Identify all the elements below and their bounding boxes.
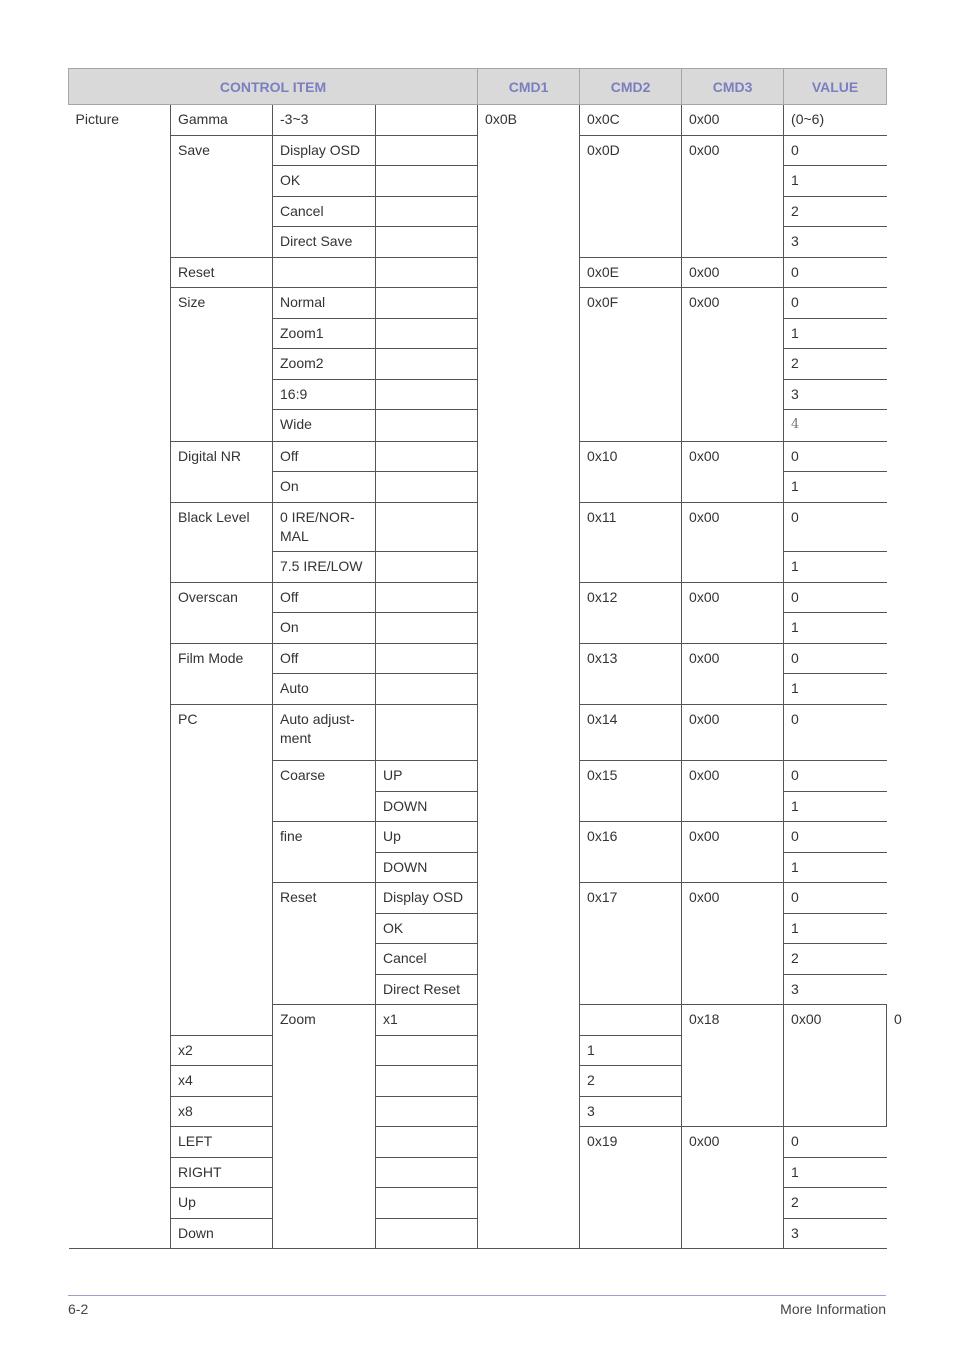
table-cell bbox=[376, 380, 478, 410]
table-cell: 0x00 bbox=[682, 583, 784, 644]
table-cell: 0x0E bbox=[580, 258, 682, 288]
table-cell: 0x13 bbox=[580, 644, 682, 705]
table-cell bbox=[376, 644, 478, 674]
table-cell: On bbox=[273, 613, 376, 644]
footer-page-number: 6-2 bbox=[68, 1301, 89, 1317]
table-cell bbox=[376, 1036, 478, 1066]
cell-picture: Picture bbox=[69, 105, 171, 1249]
table-cell: 3 bbox=[784, 975, 887, 1005]
table-cell bbox=[580, 1005, 682, 1036]
table-cell: x2 bbox=[171, 1036, 273, 1066]
table-cell: 0x00 bbox=[682, 883, 784, 1005]
table-cell: 3 bbox=[784, 380, 887, 410]
table-cell: Normal bbox=[273, 288, 376, 319]
table-cell: Save bbox=[171, 136, 273, 258]
table-row bbox=[69, 583, 887, 613]
table-cell: x4 bbox=[171, 1066, 273, 1097]
table-cell: LEFT bbox=[171, 1127, 273, 1158]
table-cell: RIGHT bbox=[171, 1158, 273, 1188]
table-cell: Black Level bbox=[171, 503, 273, 583]
table-cell: fine bbox=[273, 822, 376, 883]
table-cell: 0 bbox=[784, 761, 887, 792]
table-cell: 7.5 IRE/LOW bbox=[273, 552, 376, 583]
table-cell: 0x19 bbox=[580, 1127, 682, 1249]
table-cell: 0x00 bbox=[682, 761, 784, 822]
table-cell: 0 bbox=[784, 288, 887, 319]
table-cell: 0 bbox=[784, 705, 887, 761]
footer-divider bbox=[68, 1295, 886, 1296]
table-cell: 0x16 bbox=[580, 822, 682, 883]
table-cell: 0x00 bbox=[682, 705, 784, 761]
table-cell: 0 bbox=[784, 583, 887, 613]
table-cell: 1 bbox=[784, 1158, 887, 1188]
table-cell: 1 bbox=[784, 853, 887, 883]
table-row bbox=[69, 503, 887, 552]
control-command-table bbox=[68, 68, 902, 1249]
table-cell: 0 bbox=[784, 1127, 887, 1158]
table-cell: 0x00 bbox=[682, 258, 784, 288]
table-cell bbox=[376, 197, 478, 227]
table-cell bbox=[376, 613, 478, 644]
table-cell: Off bbox=[273, 583, 376, 613]
table-cell: OK bbox=[273, 166, 376, 197]
table-cell: x1 bbox=[376, 1005, 478, 1036]
table-cell: 1 bbox=[784, 552, 887, 583]
table-row bbox=[69, 288, 887, 319]
table-cell: OK bbox=[376, 914, 478, 944]
table-cell bbox=[376, 166, 478, 197]
table-cell: Zoom bbox=[273, 1005, 376, 1249]
table-cell bbox=[376, 1219, 478, 1249]
table-cell: Zoom2 bbox=[273, 349, 376, 380]
table-cell: Gamma bbox=[171, 105, 273, 136]
table-row bbox=[69, 644, 887, 674]
table-cell: 0x00 bbox=[682, 136, 784, 258]
table-cell: 1 bbox=[784, 319, 887, 349]
table-cell: Direct Save bbox=[273, 227, 376, 258]
table-cell bbox=[376, 105, 478, 136]
table-cell bbox=[376, 136, 478, 166]
header-cmd1: CMD1 bbox=[478, 69, 580, 105]
table-cell: Overscan bbox=[171, 583, 273, 644]
table-cell: 1 bbox=[580, 1036, 682, 1066]
table-cell bbox=[376, 258, 478, 288]
table-cell: Off bbox=[273, 442, 376, 472]
table-cell: 1 bbox=[784, 792, 887, 822]
table-cell: 2 bbox=[784, 944, 887, 975]
table-cell: (0~6) bbox=[784, 105, 887, 136]
table-cell: Down bbox=[171, 1219, 273, 1249]
table-row bbox=[69, 105, 887, 136]
table-row bbox=[69, 705, 887, 761]
table-cell: Direct Reset bbox=[376, 975, 478, 1005]
table-cell: 0x00 bbox=[682, 442, 784, 503]
table-cell: 0 bbox=[784, 822, 887, 853]
table-cell: Reset bbox=[171, 258, 273, 288]
table-cell: 0 bbox=[784, 503, 887, 552]
table-cell: 0x15 bbox=[580, 761, 682, 822]
header-row bbox=[69, 69, 887, 105]
table-cell: 0x10 bbox=[580, 442, 682, 503]
footer-section-title: More Information bbox=[780, 1301, 886, 1317]
table-cell: 0 bbox=[784, 883, 887, 914]
table-row bbox=[69, 442, 887, 472]
table-row bbox=[69, 136, 887, 166]
table-cell: 0x00 bbox=[682, 105, 784, 136]
table-cell: 0x00 bbox=[682, 644, 784, 705]
table-cell: 0x0F bbox=[580, 288, 682, 442]
table-cell: 3 bbox=[784, 1219, 887, 1249]
table-cell: PC bbox=[171, 705, 273, 1036]
table-cell: 1 bbox=[784, 674, 887, 705]
table-cell bbox=[376, 705, 478, 761]
table-cell: Coarse bbox=[273, 761, 376, 822]
table-cell bbox=[376, 583, 478, 613]
table-cell bbox=[376, 410, 478, 442]
table-cell: Size bbox=[171, 288, 273, 442]
table-cell: 2 bbox=[784, 1188, 887, 1219]
table-cell bbox=[376, 472, 478, 503]
table-cell: Up bbox=[376, 822, 478, 853]
header-value: VALUE bbox=[784, 69, 887, 105]
table-cell: 0x11 bbox=[580, 503, 682, 583]
table-cell: Wide bbox=[273, 410, 376, 442]
table-cell bbox=[376, 319, 478, 349]
header-control-item: CONTROL ITEM bbox=[69, 69, 478, 105]
table-cell: DOWN bbox=[376, 853, 478, 883]
table-cell: Zoom1 bbox=[273, 319, 376, 349]
table-cell: 0 IRE/NOR- MAL bbox=[273, 503, 376, 552]
table-cell: 0x00 bbox=[682, 1127, 784, 1249]
table-cell: 0 bbox=[784, 442, 887, 472]
table-cell bbox=[376, 288, 478, 319]
table-cell bbox=[376, 349, 478, 380]
table-cell: Display OSD bbox=[376, 883, 478, 914]
table-cell: -3~3 bbox=[273, 105, 376, 136]
table-cell: 0x17 bbox=[580, 883, 682, 1005]
table-cell: 1 bbox=[784, 166, 887, 197]
table-cell: DOWN bbox=[376, 792, 478, 822]
table-cell bbox=[376, 1097, 478, 1127]
table-cell: 2 bbox=[784, 349, 887, 380]
table-row bbox=[69, 1127, 887, 1158]
table-cell bbox=[376, 503, 478, 552]
table-cell: Auto bbox=[273, 674, 376, 705]
table-cell: 0x12 bbox=[580, 583, 682, 644]
table-cell: Cancel bbox=[376, 944, 478, 975]
table-cell: 0x00 bbox=[784, 1005, 887, 1127]
table-cell: 4 bbox=[784, 410, 887, 442]
table-cell: Auto adjust- ment bbox=[273, 705, 376, 761]
table-cell: Digital NR bbox=[171, 442, 273, 503]
table-cell bbox=[376, 1158, 478, 1188]
header-cmd2: CMD2 bbox=[580, 69, 682, 105]
table-cell: On bbox=[273, 472, 376, 503]
table-cell: Off bbox=[273, 644, 376, 674]
table-cell: UP bbox=[376, 761, 478, 792]
header-cmd3: CMD3 bbox=[682, 69, 784, 105]
table-cell bbox=[376, 674, 478, 705]
table-cell: 1 bbox=[784, 613, 887, 644]
table-cell: 3 bbox=[580, 1097, 682, 1127]
table-cell: 0x0D bbox=[580, 136, 682, 258]
table-cell: 0x14 bbox=[580, 705, 682, 761]
table-cell: 0x00 bbox=[682, 503, 784, 583]
table-cell: Display OSD bbox=[273, 136, 376, 166]
table-cell: 0x00 bbox=[682, 822, 784, 883]
table-cell bbox=[376, 442, 478, 472]
table-cell: 0 bbox=[784, 258, 887, 288]
table-cell: x8 bbox=[171, 1097, 273, 1127]
table-cell: Reset bbox=[273, 883, 376, 1005]
table-cell: 0 bbox=[784, 136, 887, 166]
table-cell: 2 bbox=[784, 197, 887, 227]
table-cell: 0 bbox=[784, 644, 887, 674]
cell-cmd1: 0x0B bbox=[478, 105, 580, 1249]
table-cell: 0x0C bbox=[580, 105, 682, 136]
table-body bbox=[69, 105, 902, 1249]
table-cell bbox=[376, 1188, 478, 1219]
table-cell: 1 bbox=[784, 914, 887, 944]
table-cell bbox=[376, 227, 478, 258]
table-cell bbox=[376, 552, 478, 583]
table-cell bbox=[376, 1066, 478, 1097]
table-cell: 1 bbox=[784, 472, 887, 503]
table-row: Zoom x1 0x18 0x00 0 bbox=[69, 1005, 887, 1036]
table-cell: 3 bbox=[784, 227, 887, 258]
table-cell bbox=[273, 258, 376, 288]
table-cell: 0x00 bbox=[682, 288, 784, 442]
table-cell bbox=[376, 1127, 478, 1158]
table-row bbox=[69, 258, 887, 288]
table-cell: 16:9 bbox=[273, 380, 376, 410]
table-cell: Up bbox=[171, 1188, 273, 1219]
table-cell: Film Mode bbox=[171, 644, 273, 705]
table-cell: 0x18 bbox=[682, 1005, 784, 1127]
table-cell: Cancel bbox=[273, 197, 376, 227]
table-cell: 2 bbox=[580, 1066, 682, 1097]
